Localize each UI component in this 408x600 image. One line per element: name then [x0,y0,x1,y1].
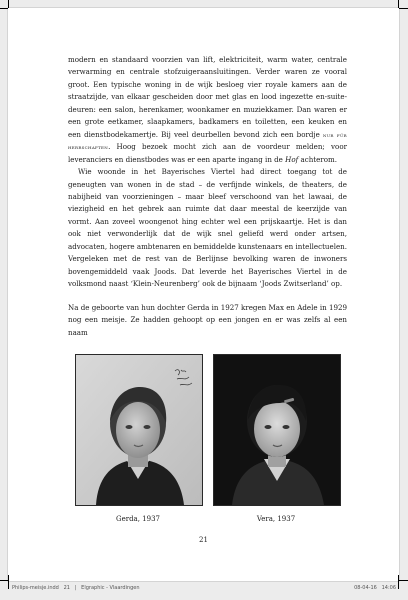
slug-timestamp: 08-04-16 14:06 [354,585,396,591]
crop-mark [398,575,399,589]
crop-mark [0,8,8,9]
body-text [68,54,347,339]
page-number: 21 [199,536,208,544]
slug-file-info: Philips-meisje.indd 21 | Elgraphic - Vlaardingen [12,585,140,591]
crop-mark [399,8,408,9]
italic-hof: Hof [285,154,299,164]
crop-mark [8,575,9,589]
crop-mark [0,580,8,581]
photo-caption-vera: Vera, 1937 [256,515,296,523]
paragraph-2: Wie woonde in het Bayerisches Viertel had direct toegang tot de geneugten van wonen in de stad – de verfijnde winkels, de theaters, de nabijheid van voorzieningen – maar bleef verschoond van het lawaai, de viezigheid en het gebrek aan ruimte dat daar meestal de keerzijde van vormt. Aan zoveel woongenot hing echter wel een prijskaartje. Het is dan ook niet verwonderlijk dat de wijk snel geliefd werd onder artsen, advocaten, hogere ambtenaren en bemiddelde kunstenaars en intellectuelen. Vergeleken met de rest van de Berlijnse bevolking waren de inwoners bovengemiddeld vaak Joods. Dat leverde het Bayerisches Viertel in de volksmond naast ‘Klein-Neurenberg’ ook de bijnaam ‘Joods Zwitserland’ op. [68,167,347,289]
paragraph-1: modern en standaard voorzien van lift, elektriciteit, warm water, centrale verwarming en centrale stofzuigeraansluitingen. Verder waren ze vooral groot. Een typische woning in de wijk besloeg vier royale kamers aan de straatzijde, van elkaar gescheiden door met glas en lood ingezette en-suite-deuren: een salon, herenkamer, woonkamer en muziekkamer. Dan waren er een grote eetkamer, slaapkamers, badkamers en toiletten, een keuken en een dienstbodekamertje. Bij veel deurbellen bevond zich een bordje nur für herrschaften. Hoog bezoek mocht zich aan de voordeur melden; voor leveranciers en dienstbodes was er een aparte ingang in de Hof achterom. [68,55,347,164]
printer-slug [12,585,396,593]
crop-mark [8,0,9,8]
crop-mark [399,580,408,581]
paragraph-3: Na de geboorte van hun dochter Gerda in 1927 kregen Max en Adele in 1929 nog een meisje. Ze hadden gehoopt op een jongen en er was zelfs al een naam [68,302,347,337]
photo-gerda [75,354,203,506]
handwritten-inscription [172,365,198,391]
crop-mark [398,0,399,8]
book-page [8,8,399,581]
smallcaps-sign-text: nur für herrschaften [68,130,347,152]
photo-caption-gerda: Gerda, 1937 [116,515,160,523]
photo-vera [213,354,341,506]
